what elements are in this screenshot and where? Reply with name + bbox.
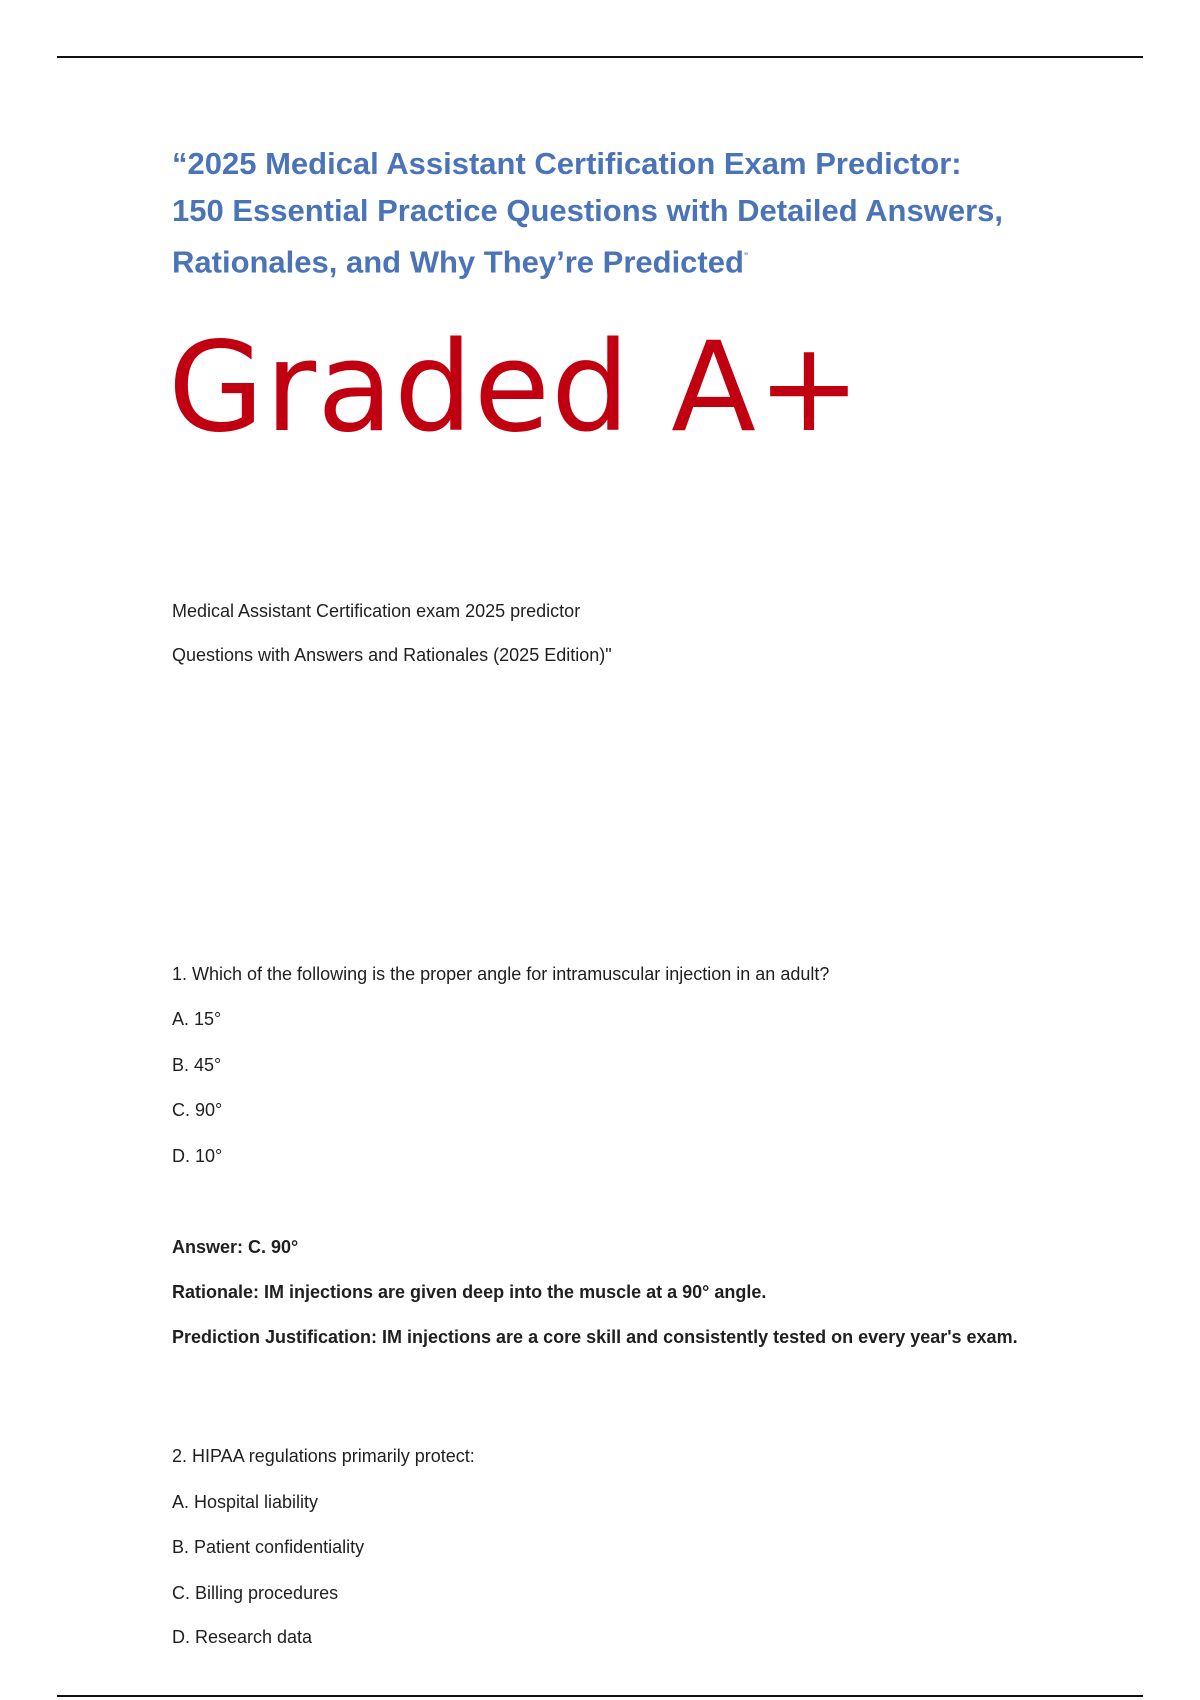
subtitle-line-1: Medical Assistant Certification exam 2025 predictor [172,601,581,621]
question-2-option-b: B. Patient confidentiality [172,1537,365,1557]
question-1-option-b: B. 45° [172,1055,222,1075]
question-2-text: 2. HIPAA regulations primarily protect: [172,1446,475,1466]
question-2-option-c: C. Billing procedures [172,1583,339,1603]
question-1-option-c: C. 90° [172,1100,223,1120]
question-1-rationale: Rationale: IM injections are given deep into the muscle at a 90° angle. [172,1282,767,1302]
title-line-3: Rationales, and Why They’re Predicted [172,244,744,280]
footer-rule [57,1695,1143,1697]
question-1-text: 1. Which of the following is the proper angle for intramuscular injection in an adult? [172,964,830,984]
question-1-option-d: D. 10° [172,1146,223,1166]
title-line-1: “2025 Medical Assistant Certification Exam Predictor: [172,146,962,181]
title-line-2: 150 Essential Practice Questions with Detailed Answers, [172,193,1004,228]
header-rule [57,56,1143,58]
graded-heading: Graded A+ [168,316,862,460]
document-title [172,140,1052,285]
title-close-quote: ” [743,250,748,264]
question-1-option-a: A. 15° [172,1009,222,1029]
subtitle-line-2: Questions with Answers and Rationales (2025 Edition)" [172,645,612,665]
question-2-option-a: A. Hospital liability [172,1492,319,1512]
question-1-answer: Answer: C. 90° [172,1237,299,1257]
question-2-option-d: D. Research data [172,1627,313,1647]
question-1-prediction: Prediction Justification: IM injections are a core skill and consistently tested on every year's exam. [172,1327,1018,1347]
